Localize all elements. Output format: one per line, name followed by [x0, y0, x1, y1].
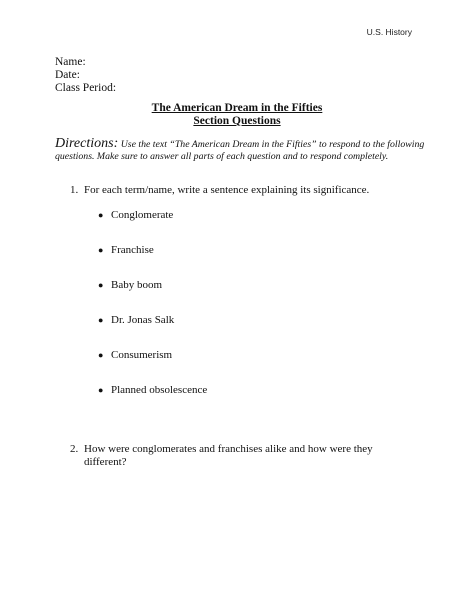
bullet-icon: ●: [98, 280, 104, 290]
bullet-icon: ●: [98, 245, 104, 255]
term-list-item: [98, 349, 172, 362]
question-2: [70, 443, 410, 469]
title-line-2: Section Questions: [193, 115, 281, 127]
bullet-icon: ●: [98, 385, 104, 395]
term-list-item: [98, 314, 174, 327]
question-1: [70, 184, 369, 197]
term-label: Franchise: [111, 244, 154, 256]
term-label: Dr. Jonas Salk: [111, 314, 175, 326]
term-label: Baby boom: [111, 279, 163, 291]
directions-text: Use the text “The American Dream in the Fifties” to respond to the following questions. Make sure to answer all parts of each question and to respond completely.: [55, 139, 425, 162]
directions-label: Directions:: [55, 136, 119, 151]
name-label: Name:: [55, 56, 86, 68]
question-text: For each term/name, write a sentence explaining its significance.: [84, 184, 370, 196]
subject-header: U.S. History: [366, 27, 412, 37]
question-number: 1.: [70, 184, 79, 196]
term-list-item: [98, 384, 207, 397]
date-label: Date:: [55, 69, 80, 81]
bullet-icon: ●: [98, 210, 104, 220]
question-number: 2.: [70, 443, 79, 455]
term-label: Consumerism: [111, 349, 173, 361]
question-text: How were conglomerates and franchises alike and how were they different?: [84, 443, 373, 468]
directions-block: [55, 138, 425, 162]
student-info-block: [55, 56, 116, 95]
term-list-item: [98, 279, 162, 292]
term-label: Conglomerate: [111, 209, 174, 221]
term-list-item: [98, 244, 154, 257]
class-period-label: Class Period:: [55, 82, 117, 94]
bullet-icon: ●: [98, 350, 104, 360]
bullet-icon: ●: [98, 315, 104, 325]
term-list-item: [98, 209, 173, 222]
term-label: Planned obsolescence: [111, 384, 208, 396]
title-line-1: The American Dream in the Fifties: [151, 102, 323, 114]
worksheet-title: [0, 102, 474, 128]
